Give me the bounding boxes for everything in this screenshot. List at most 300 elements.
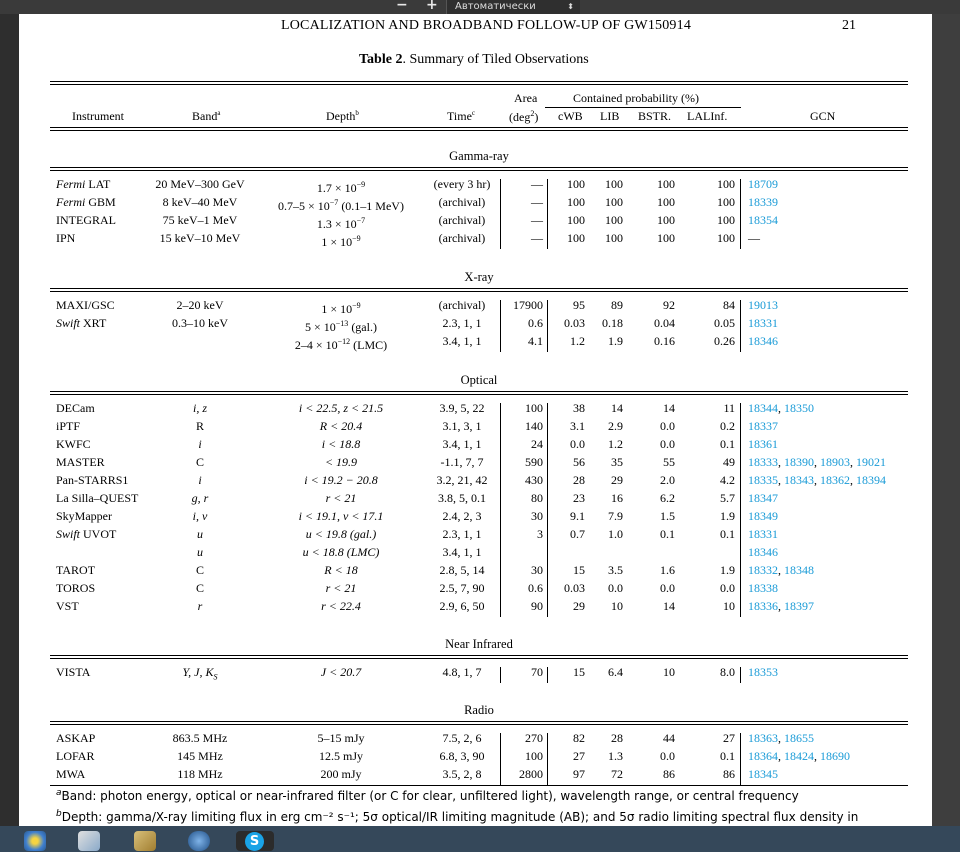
header-rule-2 xyxy=(50,130,908,131)
band-cell: 75 keV–1 MeV xyxy=(162,213,238,227)
header-area-unit: (deg$^2$) xyxy=(509,109,539,124)
instrument-cell: TOROS xyxy=(56,581,96,595)
header-lalinf: LALInf. xyxy=(687,109,728,123)
gcn-link[interactable]: 18350 xyxy=(784,401,814,415)
lib-cell: 100 xyxy=(605,195,623,209)
bstr-cell: 44 xyxy=(663,731,675,745)
bstr-cell: 100 xyxy=(657,177,675,191)
gcn-link[interactable]: 18364 xyxy=(748,749,778,763)
media-player-icon[interactable] xyxy=(188,831,210,851)
footnote-b: $^b$Depth: gamma/X-ray limiting flux in erg cm⁻² s⁻¹; 5σ optical/IR limiting magnitude (AB); and 5σ radio limiting spectral flux density in xyxy=(56,809,859,824)
zoom-select[interactable] xyxy=(446,0,580,14)
cwb-cell: 0.03 xyxy=(564,581,585,595)
instrument-cell: MAXI/GSC xyxy=(56,298,115,312)
instrument-cell: Swift UVOT xyxy=(56,527,117,541)
lalinf-cell: 0.1 xyxy=(720,437,735,451)
depth-cell: $1 \times 10^{-9}$ xyxy=(321,301,361,316)
lib-cell: 100 xyxy=(605,213,623,227)
section-title-x-ray: X-ray xyxy=(464,270,494,284)
area-cell: 430 xyxy=(525,473,543,487)
time-cell: 2.4, 2, 3 xyxy=(442,509,482,523)
depth-cell: 200 mJy xyxy=(320,767,362,781)
gcn-link[interactable]: 18354 xyxy=(748,213,778,227)
lalinf-cell: 27 xyxy=(723,731,735,745)
section-rule xyxy=(50,167,908,168)
band-cell: 2–20 keV xyxy=(176,298,224,312)
header-depth: Depth$^b$ xyxy=(326,109,359,123)
lib-cell: 6.4 xyxy=(608,665,623,679)
time-cell: -1.1, 7, 7 xyxy=(440,455,484,469)
bstr-cell: 100 xyxy=(657,231,675,245)
cwb-cell: 29 xyxy=(573,599,585,613)
area-cell: 17900 xyxy=(513,298,543,312)
time-cell: 3.4, 1, 1 xyxy=(442,334,482,348)
lib-cell: 16 xyxy=(611,491,623,505)
gcn-cell xyxy=(748,491,778,506)
gcn-link[interactable]: 18361 xyxy=(748,437,778,451)
area-divider-left xyxy=(500,733,501,785)
gcn-divider xyxy=(740,300,741,352)
cwb-cell: 100 xyxy=(567,213,585,227)
lib-cell: 28 xyxy=(611,731,623,745)
depth-cell: r < 21 xyxy=(325,491,357,505)
time-cell: 2.3, 1, 1 xyxy=(442,316,482,330)
gcn-link[interactable]: 18339 xyxy=(748,195,778,209)
gcn-cell xyxy=(748,177,778,192)
instrument-cell: ASKAP xyxy=(56,731,96,745)
file-manager-icon[interactable] xyxy=(134,831,156,851)
lalinf-cell: 8.0 xyxy=(720,665,735,679)
lib-cell: 10 xyxy=(611,599,623,613)
gcn-divider xyxy=(740,667,741,683)
section-rule-2 xyxy=(50,291,908,292)
band-cell: 20 MeV–300 GeV xyxy=(155,177,245,191)
band-cell: g, r xyxy=(191,491,209,505)
lib-cell: 3.5 xyxy=(608,563,623,577)
instrument-cell: Pan-STARRS1 xyxy=(56,473,129,487)
cwb-cell: 56 xyxy=(573,455,585,469)
section-title-gamma-ray: Gamma-ray xyxy=(449,149,509,163)
area-divider-left xyxy=(500,403,501,617)
gcn-divider xyxy=(740,179,741,249)
gcn-cell xyxy=(748,419,778,434)
lib-cell: 72 xyxy=(611,767,623,781)
area-cell: 4.1 xyxy=(528,334,543,348)
lib-cell: 14 xyxy=(611,401,623,415)
time-cell: 2.5, 7, 90 xyxy=(439,581,485,595)
area-divider-left xyxy=(500,179,501,249)
lalinf-cell: 100 xyxy=(717,177,735,191)
header-bstr: BSTR. xyxy=(638,109,672,123)
gcn-link[interactable]: 19013 xyxy=(748,298,778,312)
area-divider-right xyxy=(547,179,548,249)
gcn-link[interactable]: 18332 xyxy=(748,563,778,577)
bstr-cell: 6.2 xyxy=(660,491,675,505)
band-cell: r xyxy=(197,599,203,613)
lib-cell: 2.9 xyxy=(608,419,623,433)
header-lib: LIB xyxy=(600,109,620,123)
band-cell: i, v xyxy=(192,509,208,523)
page-number: 21 xyxy=(842,18,856,33)
lalinf-cell: 0.2 xyxy=(720,419,735,433)
cwb-cell: 27 xyxy=(573,749,585,763)
instrument-cell: Fermi GBM xyxy=(56,195,116,209)
caption-text: . Summary of Tiled Observations xyxy=(402,52,589,67)
depth-cell: $0.7-5 \times 10^{-7}$ (0.1–1 MeV) xyxy=(278,198,404,213)
lalinf-cell: 100 xyxy=(717,213,735,227)
cwb-cell: 95 xyxy=(573,298,585,312)
caption-label: Table 2 xyxy=(359,52,403,67)
lalinf-cell: 0.1 xyxy=(720,749,735,763)
lalinf-cell: 0.26 xyxy=(714,334,735,348)
depth-cell: $1.7 \times 10^{-9}$ xyxy=(316,180,366,195)
instrument-cell: VISTA xyxy=(56,665,91,679)
band-cell: R xyxy=(195,419,204,433)
gcn-link[interactable]: 18903 xyxy=(820,455,850,469)
viewer-toolbar xyxy=(0,0,960,14)
area-divider-left xyxy=(500,667,501,683)
bstr-cell: 0.16 xyxy=(654,334,675,348)
chevron-updown-icon: ⬍ xyxy=(567,2,574,11)
gcn-cell xyxy=(748,767,778,782)
time-cell: 3.4, 1, 1 xyxy=(442,545,482,559)
gcn-link[interactable]: 18690 xyxy=(820,749,850,763)
zoom-in-button[interactable]: + xyxy=(426,0,438,13)
section-rule xyxy=(50,721,908,722)
lib-cell: 100 xyxy=(605,177,623,191)
gcn-link[interactable]: 18397 xyxy=(784,599,814,613)
area-cell: 3 xyxy=(537,527,543,541)
depth-cell: < 19.9 xyxy=(324,455,358,469)
time-cell: (archival) xyxy=(438,231,486,245)
gcn-link[interactable]: 18709 xyxy=(748,177,778,191)
lalinf-cell: 100 xyxy=(717,195,735,209)
area-cell: — xyxy=(531,231,543,245)
gcn-link[interactable]: 18346 xyxy=(748,545,778,559)
gcn-cell xyxy=(748,665,778,680)
lalinf-cell: 0.05 xyxy=(714,316,735,330)
cwb-cell: 28 xyxy=(573,473,585,487)
bstr-cell: 86 xyxy=(663,767,675,781)
section-rule-2 xyxy=(50,394,908,395)
instrument-cell: Swift XRT xyxy=(56,316,107,330)
depth-cell: $5 \times 10^{-13}$ (gal.) xyxy=(305,319,377,334)
gcn-link[interactable]: 18343 xyxy=(784,473,814,487)
instrument-cell: La Silla–QUEST xyxy=(56,491,139,505)
gcn-link[interactable]: 18335 xyxy=(748,473,778,487)
band-cell: u xyxy=(197,527,203,541)
gcn-divider xyxy=(740,733,741,785)
depth-cell: R < 18 xyxy=(324,563,358,577)
depth-cell: u < 19.8 (gal.) xyxy=(305,527,377,541)
lib-cell: 35 xyxy=(611,455,623,469)
time-cell: 3.1, 3, 1 xyxy=(442,419,482,433)
band-cell: i xyxy=(198,473,202,487)
instrument-cell: KWFC xyxy=(56,437,91,451)
band-cell: 0.3–10 keV xyxy=(172,316,228,330)
cwb-cell: 100 xyxy=(567,195,585,209)
depth-cell: $1.3 \times 10^{-7}$ xyxy=(316,216,366,231)
gcn-link[interactable]: 18655 xyxy=(784,731,814,745)
instrument-cell: Fermi LAT xyxy=(56,177,111,191)
instrument-cell: MASTER xyxy=(56,455,105,469)
cwb-cell: 1.2 xyxy=(570,334,585,348)
bstr-cell: 0.0 xyxy=(660,419,675,433)
running-head: LOCALIZATION AND BROADBAND FOLLOW-UP OF GW150914 xyxy=(281,18,692,33)
bottom-rule xyxy=(50,785,908,786)
band-cell: 15 keV–10 MeV xyxy=(159,231,241,245)
band-cell: u xyxy=(197,545,203,559)
area-cell: 24 xyxy=(531,437,543,451)
gcn-cell: 18332, 18348 xyxy=(748,563,814,577)
gcn-link[interactable]: 18337 xyxy=(748,419,778,433)
bstr-cell: 0.0 xyxy=(660,749,675,763)
section-rule xyxy=(50,655,908,656)
lalinf-cell: 10 xyxy=(723,599,735,613)
lalinf-cell: 4.2 xyxy=(720,473,735,487)
bstr-cell: 0.0 xyxy=(660,581,675,595)
cwb-cell: 15 xyxy=(573,665,585,679)
section-rule xyxy=(50,288,908,289)
lalinf-cell: 100 xyxy=(717,231,735,245)
gcn-cell: — xyxy=(748,231,760,245)
top-rule xyxy=(50,81,908,82)
gcn-link[interactable]: 18353 xyxy=(748,665,778,679)
bstr-cell: 1.5 xyxy=(660,509,675,523)
instrument-cell: MWA xyxy=(56,767,86,781)
gcn-cell xyxy=(748,316,778,331)
area-divider-right xyxy=(547,733,548,785)
bstr-cell: 0.0 xyxy=(660,437,675,451)
depth-cell: 5–15 mJy xyxy=(317,731,365,745)
instrument-cell: SkyMapper xyxy=(56,509,112,523)
instrument-cell: DECam xyxy=(56,401,95,415)
lalinf-cell: 1.9 xyxy=(720,563,735,577)
gcn-link[interactable]: 18390 xyxy=(784,455,814,469)
area-cell: 590 xyxy=(525,455,543,469)
lalinf-cell: 1.9 xyxy=(720,509,735,523)
band-cell: 118 MHz xyxy=(177,767,223,781)
time-cell: 4.8, 1, 7 xyxy=(442,665,482,679)
cwb-cell: 82 xyxy=(573,731,585,745)
gcn-link[interactable]: 18333 xyxy=(748,455,778,469)
section-title-optical: Optical xyxy=(460,373,498,387)
table-caption xyxy=(359,52,589,68)
cwb-cell: 97 xyxy=(573,767,585,781)
depth-cell: u < 18.8 (LMC) xyxy=(302,545,380,559)
time-cell: 3.4, 1, 1 xyxy=(442,437,482,451)
header-contained: Contained probability (%) xyxy=(573,91,699,105)
gcn-link[interactable]: 18345 xyxy=(748,767,778,781)
gcn-link[interactable]: 18424 xyxy=(784,749,814,763)
band-cell: C xyxy=(195,563,204,577)
depth-cell: i < 18.8 xyxy=(321,437,361,451)
band-cell: 863.5 MHz xyxy=(172,731,228,745)
cwb-cell: 0.03 xyxy=(564,316,585,330)
gcn-link[interactable]: 18331 xyxy=(748,316,778,330)
area-cell: 2800 xyxy=(519,767,543,781)
gcn-cell xyxy=(748,298,778,313)
area-cell: 80 xyxy=(531,491,543,505)
footnote-a: $^a$Band: photon energy, optical or near-infrared filter (or C for clear, unfiltered light), wavelength range, or central frequency xyxy=(56,788,799,803)
instrument-cell: INTEGRAL xyxy=(56,213,116,227)
bstr-cell: 100 xyxy=(657,195,675,209)
gcn-link[interactable]: 18344 xyxy=(748,401,778,415)
band-cell: Y, J, $K_S$ xyxy=(182,665,218,682)
area-cell: — xyxy=(531,177,543,191)
band-cell: C xyxy=(195,455,204,469)
gcn-link[interactable]: 18347 xyxy=(748,491,778,505)
gcn-cell xyxy=(748,509,778,524)
header-cwb: cWB xyxy=(558,109,583,123)
time-cell: 2.8, 5, 14 xyxy=(439,563,485,577)
area-cell: 0.6 xyxy=(528,581,543,595)
depth-cell: i < 19.2 − 20.8 xyxy=(304,473,378,487)
depth-cell: r < 21 xyxy=(325,581,357,595)
skype-icon[interactable]: S xyxy=(236,831,274,851)
gcn-link[interactable]: 18346 xyxy=(748,334,778,348)
time-cell: 3.8, 5, 0.1 xyxy=(438,491,486,505)
lib-cell: 100 xyxy=(605,231,623,245)
header-time: Time$^c$ xyxy=(447,109,476,123)
time-cell: 6.8, 3, 90 xyxy=(439,749,485,763)
gcn-link[interactable]: 18336 xyxy=(748,599,778,613)
area-cell: — xyxy=(531,195,543,209)
lib-cell: 29 xyxy=(611,473,623,487)
band-cell: C xyxy=(195,581,204,595)
bstr-cell: 92 xyxy=(663,298,675,312)
time-cell: 3.5, 2, 8 xyxy=(442,767,482,781)
gcn-link[interactable]: 19021 xyxy=(856,455,886,469)
lib-cell: 1.3 xyxy=(608,749,623,763)
bstr-cell: 100 xyxy=(657,213,675,227)
depth-cell: R < 20.4 xyxy=(319,419,363,433)
lalinf-cell: 11 xyxy=(723,401,735,415)
lalinf-cell: 84 xyxy=(723,298,735,312)
lib-cell: 0.0 xyxy=(608,581,623,595)
taskbar xyxy=(0,826,960,852)
area-cell: 100 xyxy=(525,401,543,415)
depth-cell: $1 \times 10^{-9}$ xyxy=(321,234,361,249)
band-cell: 8 keV–40 MeV xyxy=(162,195,238,209)
area-cell: — xyxy=(531,213,543,227)
depth-cell: 12.5 mJy xyxy=(318,749,363,763)
bstr-cell: 55 xyxy=(663,455,675,469)
band-cell: 145 MHz xyxy=(177,749,223,763)
gcn-cell xyxy=(748,545,778,560)
cwb-cell: 38 xyxy=(573,401,585,415)
gcn-link[interactable]: 18338 xyxy=(748,581,778,595)
instrument-cell: TAROT xyxy=(56,563,96,577)
lib-cell: 1.9 xyxy=(608,334,623,348)
depth-cell: i < 22.5, z < 21.5 xyxy=(298,401,384,415)
lalinf-cell: 0.0 xyxy=(720,581,735,595)
area-cell: 90 xyxy=(531,599,543,613)
bstr-cell: 0.04 xyxy=(654,316,675,330)
lib-cell: 0.18 xyxy=(602,316,623,330)
cwb-cell: 3.1 xyxy=(570,419,585,433)
bstr-cell: 14 xyxy=(663,599,675,613)
gcn-link[interactable]: 18331 xyxy=(748,527,778,541)
area-cell: 0.6 xyxy=(528,316,543,330)
gcn-cell xyxy=(748,213,778,228)
bstr-cell: 0.1 xyxy=(660,527,675,541)
header-instrument: Instrument xyxy=(72,109,124,123)
bstr-cell: 2.0 xyxy=(660,473,675,487)
band-cell: i xyxy=(198,437,202,451)
area-cell: 30 xyxy=(531,509,543,523)
cwb-cell: 0.7 xyxy=(570,527,585,541)
bstr-cell: 14 xyxy=(663,401,675,415)
lalinf-cell: 86 xyxy=(723,767,735,781)
gcn-cell: 18335, 18343, 18362, 18394 xyxy=(748,473,886,487)
gcn-cell: 18363, 18655 xyxy=(748,731,814,745)
lib-cell: 1.2 xyxy=(608,437,623,451)
document-page xyxy=(19,14,932,826)
section-rule-2 xyxy=(50,170,908,171)
header-contained-rule xyxy=(545,107,741,108)
area-cell: 30 xyxy=(531,563,543,577)
cwb-cell: 100 xyxy=(567,177,585,191)
paint-icon[interactable] xyxy=(78,831,100,851)
time-cell: (archival) xyxy=(438,298,486,312)
windows-start-icon[interactable] xyxy=(24,831,46,851)
header-band: Band$^a$ xyxy=(192,109,221,123)
gcn-divider xyxy=(740,403,741,617)
header-rule xyxy=(50,127,908,128)
depth-cell: J < 20.7 xyxy=(320,665,362,679)
cwb-cell: 15 xyxy=(573,563,585,577)
area-cell: 70 xyxy=(531,665,543,679)
gcn-link[interactable]: 18363 xyxy=(748,731,778,745)
gcn-cell: 18344, 18350 xyxy=(748,401,814,415)
section-rule xyxy=(50,391,908,392)
cwb-cell: 9.1 xyxy=(570,509,585,523)
gcn-cell xyxy=(748,581,778,596)
area-divider-right xyxy=(547,300,548,352)
band-cell: i, z xyxy=(192,401,207,415)
lalinf-cell: 5.7 xyxy=(720,491,735,505)
area-divider-right xyxy=(547,667,548,683)
bstr-cell: 1.6 xyxy=(660,563,675,577)
instrument-cell: LOFAR xyxy=(56,749,95,763)
depth-cell: r < 22.4 xyxy=(321,599,361,613)
instrument-cell: IPN xyxy=(56,231,76,245)
gcn-link[interactable]: 18348 xyxy=(784,563,814,577)
cwb-cell: 100 xyxy=(567,231,585,245)
gcn-link[interactable]: 18362 xyxy=(820,473,850,487)
zoom-out-button[interactable]: − xyxy=(396,0,408,13)
time-cell: (archival) xyxy=(438,195,486,209)
time-cell: 2.3, 1, 1 xyxy=(442,527,482,541)
lalinf-cell: 49 xyxy=(723,455,735,469)
cwb-cell: 0.0 xyxy=(570,437,585,451)
time-cell: 3.2, 21, 42 xyxy=(436,473,488,487)
section-rule-2 xyxy=(50,724,908,725)
time-cell: (every 3 hr) xyxy=(433,177,491,191)
depth-cell: i < 19.1, v < 17.1 xyxy=(298,509,384,523)
time-cell: 3.9, 5, 22 xyxy=(439,401,485,415)
zoom-select-value: Автоматически xyxy=(455,1,536,12)
lib-cell: 89 xyxy=(611,298,623,312)
area-cell: 100 xyxy=(525,749,543,763)
section-rule-2 xyxy=(50,658,908,659)
gcn-link[interactable]: 18349 xyxy=(748,509,778,523)
gcn-cell xyxy=(748,195,778,210)
area-cell: 270 xyxy=(525,731,543,745)
gcn-link[interactable]: 18394 xyxy=(856,473,886,487)
lib-cell: 7.9 xyxy=(608,509,623,523)
